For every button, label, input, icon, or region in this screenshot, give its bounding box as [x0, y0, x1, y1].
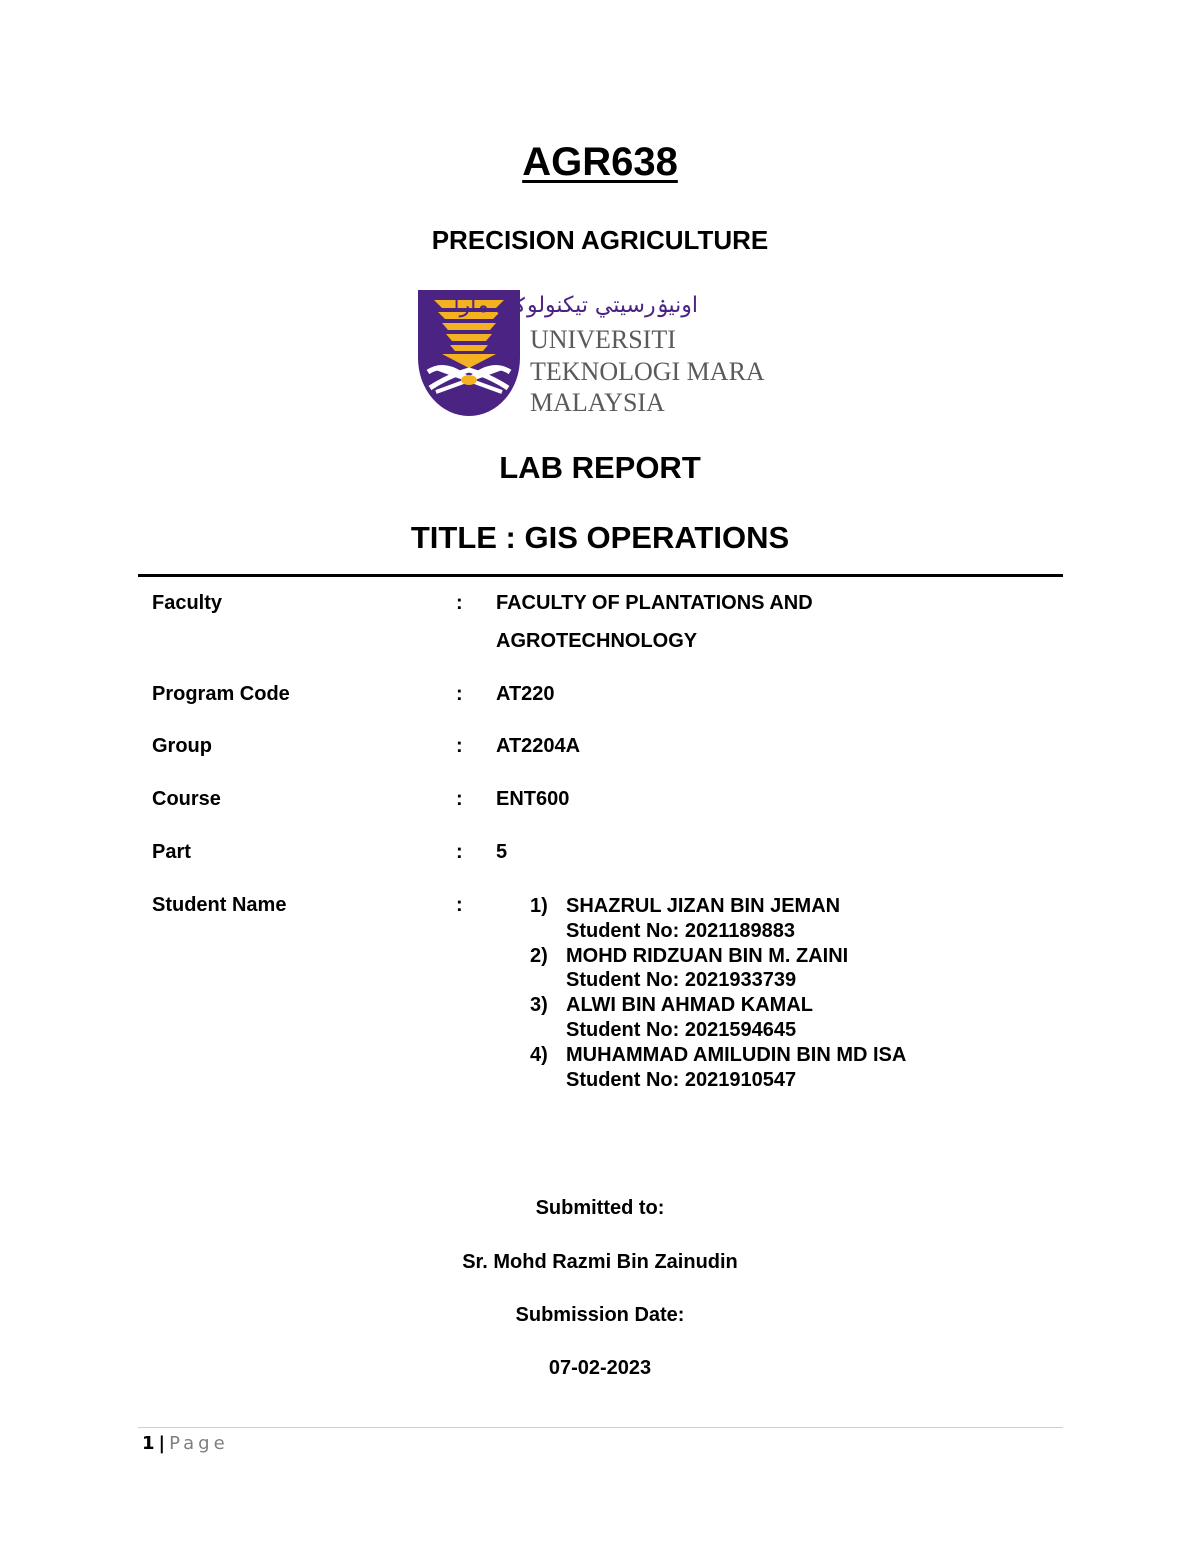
- part-value: 5: [496, 841, 508, 863]
- page-number: 1: [142, 1433, 155, 1454]
- student-number: 3): [530, 994, 548, 1017]
- submission-date: 07-02-2023: [548, 1357, 652, 1379]
- course-value: ENT600: [496, 788, 570, 810]
- faculty-value-line1: FACULTY OF PLANTATIONS AND: [496, 592, 813, 614]
- submitted-to-name: Sr. Mohd Razmi Bin Zainudin: [462, 1251, 738, 1273]
- group-label: Group: [152, 735, 212, 757]
- submission-date-label: Submission Date:: [515, 1304, 685, 1326]
- course-colon: :: [456, 788, 463, 810]
- part-label: Part: [152, 841, 191, 863]
- student-id: Student No: 2021594645: [566, 1018, 797, 1041]
- part-colon: :: [456, 841, 463, 863]
- course-code: AGR638: [522, 140, 678, 184]
- student-id: Student No: 2021189883: [566, 919, 795, 942]
- program-code-label: Program Code: [152, 683, 290, 705]
- logo-arabic-text: اونيۏرسيتي تيكنولوݢي مارا: [453, 293, 698, 318]
- page-word: Page: [169, 1433, 229, 1454]
- student-item: [530, 993, 1090, 1043]
- student-item: [530, 944, 1090, 994]
- logo-line-3: MALAYSIA: [530, 388, 665, 417]
- student-name: MUHAMMAD AMILUDIN BIN MD ISA: [566, 1043, 907, 1066]
- uitm-logo: [416, 288, 788, 420]
- logo-line-1: UNIVERSITI: [530, 325, 676, 354]
- report-type: LAB REPORT: [499, 450, 701, 485]
- student-item: [530, 1043, 1090, 1093]
- logo-line-2: TEKNOLOGI MARA: [530, 357, 765, 386]
- student-name: SHAZRUL JIZAN BIN JEMAN: [566, 895, 841, 917]
- submitted-to-label: Submitted to:: [535, 1197, 665, 1219]
- faculty-value-line2: AGROTECHNOLOGY: [496, 630, 698, 652]
- student-name-label: Student Name: [152, 894, 287, 916]
- footer-separator: |: [158, 1433, 166, 1454]
- student-id: Student No: 2021933739: [566, 969, 797, 992]
- student-item: [530, 894, 1090, 944]
- student-number: 1): [530, 895, 548, 917]
- course-label: Course: [152, 788, 221, 810]
- program-code-colon: :: [456, 683, 463, 705]
- faculty-label: Faculty: [152, 592, 223, 614]
- student-name-colon: :: [456, 894, 463, 916]
- faculty-colon: :: [456, 592, 463, 614]
- group-colon: :: [456, 735, 463, 757]
- student-list: [530, 894, 1090, 1092]
- footer-divider: [138, 1427, 1063, 1428]
- student-name: MOHD RIDZUAN BIN M. ZAINI: [566, 944, 849, 967]
- course-name: PRECISION AGRICULTURE: [431, 225, 769, 255]
- top-divider: [138, 574, 1063, 577]
- report-title: TITLE : GIS OPERATIONS: [410, 520, 790, 555]
- student-number: 4): [530, 1043, 548, 1066]
- student-id: Student No: 2021910547: [566, 1068, 797, 1091]
- page-footer: [142, 1433, 229, 1454]
- program-code-value: AT220: [496, 683, 555, 705]
- student-name: ALWI BIN AHMAD KAMAL: [566, 994, 814, 1017]
- student-number: 2): [530, 944, 548, 967]
- group-value: AT2204A: [496, 735, 581, 757]
